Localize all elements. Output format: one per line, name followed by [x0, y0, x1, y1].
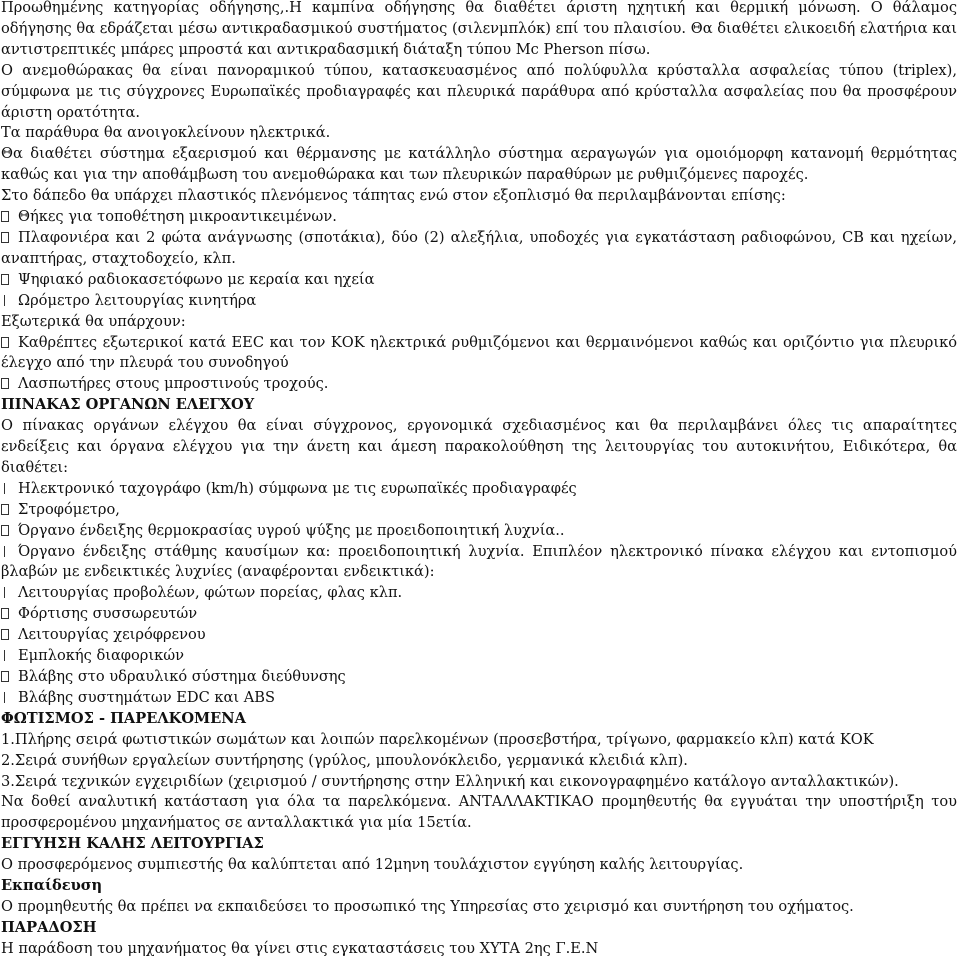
list-item: [1, 625, 957, 646]
training-heading: Εκπαίδευση: [1, 877, 103, 895]
bar-bullet-icon: [1, 583, 18, 604]
lighting-item: 2.Σειρά συνήθων εργαλείων συντήρησης (γρύλος, μπουλονόκλειδο, γερμανικά κλειδιά κλπ).: [1, 751, 688, 769]
exterior-label: Εξωτερικά θα υπάρχουν:: [1, 312, 186, 330]
list-item-text: Όργανο ένδειξης θερμοκρασίας υγρού ψύξης με προειδοποιητική λυχνία..: [18, 521, 565, 539]
list-item-text: Λειτουργίας προβολέων, φώτων πορείας, φλας κλπ.: [18, 584, 403, 602]
list-item: [1, 667, 957, 688]
list-item: [1, 270, 957, 291]
list-item: [1, 688, 957, 709]
list-item: [1, 207, 957, 228]
lighting-list: [1, 730, 957, 793]
document: [1, 0, 957, 960]
list-item-text: Εμπλοκής διαφορικών: [18, 647, 185, 665]
training-text: Ο προμηθευτής θα πρέπει να εκπαιδεύσει το προσωπικό της Υπηρεσίας στο χειρισμό και συντήρηση του οχήματος.: [1, 897, 854, 915]
checkbox-bullet-icon: [1, 667, 18, 688]
checkbox-bullet-icon: [1, 228, 18, 249]
lighting-item: 3.Σειρά τεχνικών εγχειριδίων (χειρισμού / συντήρησης στην Ελληνική και εικονογραφημένο κατάλογο ανταλλακτικών).: [1, 772, 899, 790]
warranty-text: Ο προσφερόμενος συμπιεστής θα καλύπτεται από 12μηνη τουλάχιστον εγγύηση καλής λειτουργίας.: [1, 856, 744, 874]
list-item-text: Πλαφονιέρα και 2 φώτα ανάγνωσης (σποτάκια), δύο (2) αλεξήλια, υποδοχές για εγκατάσταση ραδιοφώνου, CB και ηχείων, αναπτήρας, σταχτοδοχείο, κλπ.: [1, 228, 957, 267]
checkbox-bullet-icon: [1, 270, 18, 291]
instruments-list: [1, 479, 957, 709]
list-item-text: Φόρτισης συσσωρευτών: [18, 605, 198, 623]
instruments-heading: ΠΙΝΑΚΑΣ ΟΡΓΑΝΩΝ ΕΛΕΓΧΟΥ: [1, 396, 255, 414]
bar-bullet-icon: [1, 291, 18, 312]
list-item-text: Θήκες για τοποθέτηση μικροαντικειμένων.: [18, 208, 337, 226]
list-item-text: Βλάβης στο υδραυλικό σύστημα διεύθυνσης: [18, 668, 346, 685]
intro-paragraph-2: Ο ανεμοθώρακας θα είναι πανοραμικού τύπου, κατασκευασμένος από πολύφυλλα κρύσταλλα ασφαλείας τύπου (triplex), σύμφωνα με τις σύγχρονες Ευρωπαϊκές προδιαγραφές και πλευρικά παράθυρα από κρύσταλλα ασφαλείας που θα προσφέρουν άριστη ορατότητα.: [1, 61, 957, 121]
bar-bullet-icon: [1, 542, 18, 563]
list-item: [1, 291, 957, 312]
list-item: [1, 333, 957, 375]
checkbox-bullet-icon: [1, 625, 18, 646]
list-item: [1, 521, 957, 542]
list-item-text: Ηλεκτρονικό ταχογράφο (km/h) σύμφωνα με τις ευρωπαϊκές προδιαγραφές: [18, 479, 577, 497]
checkbox-bullet-icon: [1, 333, 18, 354]
list-item-text: Ωρόμετρο λειτουργίας κινητήρα: [18, 291, 257, 309]
intro-paragraph-3: Τα παράθυρα θα ανοιγοκλείνουν ηλεκτρικά.: [1, 124, 331, 142]
list-item-text: Στροφόμετρο,: [18, 500, 120, 518]
checkbox-bullet-icon: [1, 207, 18, 228]
checkbox-bullet-icon: [1, 374, 18, 395]
list-item-text: Λειτουργίας χειρόφρενου: [18, 626, 206, 644]
equipment-list: [1, 207, 957, 312]
lighting-heading: ΦΩΤΙΣΜΟΣ - ΠΑΡΕΛΚΟΜΕΝΑ: [1, 709, 246, 727]
checkbox-bullet-icon: [1, 500, 18, 521]
list-item: [1, 374, 957, 395]
list-item: [1, 604, 957, 625]
delivery-heading: ΠΑΡΑΔΟΣΗ: [1, 918, 97, 936]
checkbox-bullet-icon: [1, 521, 18, 542]
delivery-text: Η παράδοση του μηχανήματος θα γίνει στις εγκαταστάσεις του ΧΥΤΑ 2ης Γ.Ε.Ν: [1, 939, 599, 957]
list-item: [1, 228, 957, 270]
intro-paragraph-1: Προωθημένης κατηγορίας οδήγησης,.Η καμπίνα οδήγησης θα διαθέτει άριστη ηχητική και θερμική μόνωση. Ο θάλαμος οδήγησης θα εδράζεται μέσω αντικραδασμικού συστήματος (σιλενμπλόκ) επί του πλαισίου. Θα διαθέτει ελικοειδή ελατήρια και αντιστρεπτικές μπάρες μπροστά και αντικραδασμική διάταξη τύπου Mc Pherson πίσω.: [1, 0, 957, 58]
instruments-text: Ο πίνακας οργάνων ελέγχου θα είναι σύγχρονος, εργονομικά σχεδιασμένος και θα περιλαμβάνει όλες τις απαραίτητες ενδείξεις και όργανα ελέγχου για την άνετη και άμεση παρακολούθηση της λειτουργίας του αυτοκινήτου, Ειδικότερα, θα διαθέτει:: [1, 417, 957, 476]
list-item-text: Λασπωτήρες στους μπροστινούς τροχούς.: [18, 375, 329, 393]
list-item-text: Καθρέπτες εξωτερικοί κατά ΕΕC και τον ΚΟΚ ηλεκτρικά ρυθμιζόμενοι και θερμαινόμενοι καθώς και οριζόντιο για πλευρικό έλεγχο από την πλευρά του συνοδηγού: [1, 333, 957, 372]
list-item-text: Όργανο ένδειξης στάθμης καυσίμων κα: προειδοποιητική λυχνία. Επιπλέον ηλεκτρονικό πίνακα ελέγχου και εντοπισμού βλαβών με ενδεικτικές λυχνίες (αναφέρονται ενδεικτικά):: [1, 542, 957, 581]
intro-paragraph-4: Θα διαθέτει σύστημα εξαερισμού και θέρμανσης με κατάλληλο σύστημα αεραγωγών για ομοιόμορφη κατανομή θερμότητας καθώς και για την αποθάμβωση του ανεμοθώρακα και των πλευρικών παραθύρων με ρυθμιζόμενες παροχές.: [1, 145, 957, 184]
exterior-list: [1, 333, 957, 396]
lighting-note: Να δοθεί αναλυτική κατάσταση για όλα τα παρελκόμενα. ΑΝΤΑΛΛΑΚΤΙΚΑΟ προμηθευτής θα εγγυάται την υποστήριξη του προσφερομένου μηχανήματος σε ανταλλακτικά για μία 15ετία.: [1, 793, 957, 832]
list-item-text: Ψηφιακό ραδιοκασετόφωνο με κεραία και ηχεία: [18, 270, 375, 288]
list-item-text: Βλάβης συστημάτων EDC και ABS: [18, 688, 276, 706]
list-item: [1, 479, 957, 500]
list-item: [1, 646, 957, 667]
lighting-item: 1.Πλήρης σειρά φωτιστικών σωμάτων και λοιπών παρελκομένων (προσεβστήρα, τρίγωνο, φαρμακείο κλπ) κατά ΚΟΚ: [1, 730, 874, 748]
warranty-heading: ΕΓΓΥΗΣΗ ΚΑΛΗΣ ΛΕΙΤΟΥΡΓΙΑΣ: [1, 835, 264, 853]
bar-bullet-icon: [1, 688, 18, 709]
list-item: [1, 500, 957, 521]
checkbox-bullet-icon: [1, 604, 18, 625]
list-item: [1, 583, 957, 604]
bar-bullet-icon: [1, 646, 18, 667]
intro-paragraph-5: Στο δάπεδο θα υπάρχει πλαστικός πλενόμενος τάπητας ενώ στον εξοπλισμό θα περιλαμβάνονται επίσης:: [1, 187, 786, 205]
list-item: [1, 542, 957, 584]
bar-bullet-icon: [1, 479, 18, 500]
